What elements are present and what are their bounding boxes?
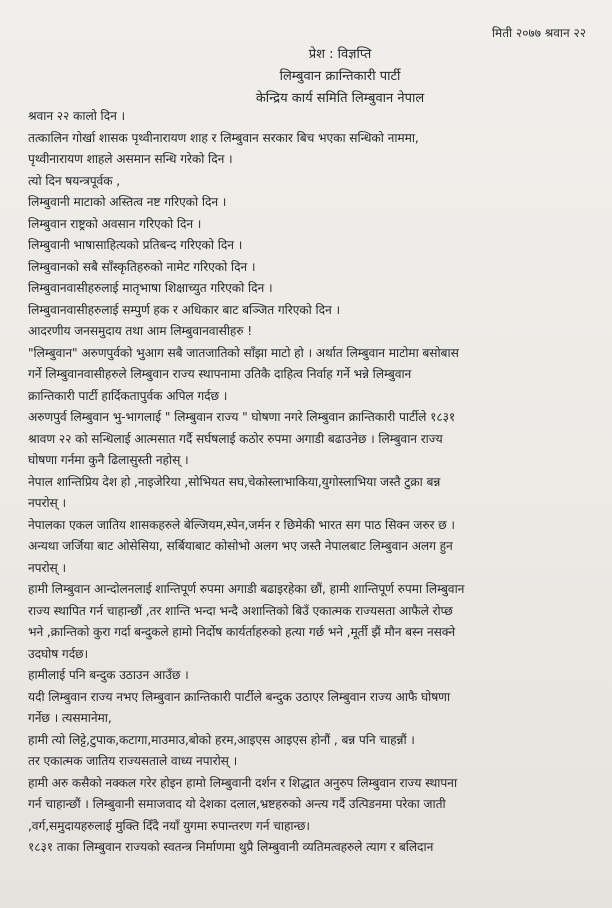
header-committee: केन्द्रिय कार्य समिति लिम्बुवान नेपाल — [255, 91, 425, 106]
body-text-line: पृथ्वीनारायण शाहले असमान सन्धि गरेको दिन । — [28, 152, 233, 166]
body-text-line: तर एकात्मक जातिय राज्यसताले वाध्य नपारोस् । — [28, 754, 238, 768]
body-text-line: गर्न चाहान्छौं । लिम्बुवानी समाजवाद यो देशका दलाल,भ्रष्टहरुको अन्त्य गर्दै उत्पिडनमा परेका जाती — [28, 797, 446, 811]
body-text-line: नेपाल शान्तिप्रिय देश हो ,नाइजेरिया ,सोभियत सघ,चेकोस्लाभाकिया,युगोस्लाभिया जस्तै टुक्रा बन्न — [28, 474, 441, 489]
body-text-line: लिम्बुवानवासीहरुलाई सम्पुर्ण हक र अधिकार बाट बञ्जित गरिएको दिन । — [28, 302, 340, 317]
body-text-line: घोषणा गर्नमा कुनै ढिलासुस्ती नहोस् । — [28, 453, 189, 467]
notice-header — [160, 44, 520, 110]
body-text-line: अरुणपुर्व लिम्बुवान भु-भागलाई " लिम्बुवान राज्य " घोषणा नगरे लिम्बुवान क्रान्तिकारी पार्टीले १८३१ — [28, 410, 456, 424]
body-text-line: श्रावण २२ को सन्धिलाई आत्मसात गर्दै सर्घषलाई कठोर रुपमा अगाडी बढाउनेछ । लिम्बुवान राज्य — [28, 431, 443, 446]
notice-body — [28, 106, 600, 859]
body-text-line: लिम्बुवानवासीहरुलाई मातृभाषा शिक्षाच्युत गरिएको दिन । — [28, 281, 273, 295]
body-text-line: ,वर्ग,समुदायहरुलाई मुक्ति दिँदै नयाँ युगमा रुपान्तरण गर्न चाहान्छ। — [28, 818, 310, 833]
body-text-line: त्यो दिन षयन्त्रपूर्वक , — [28, 173, 121, 188]
body-text-line: गर्ने लिम्बुवानवासीहरुले लिम्बुवान राज्य स्थापनामा उतिकै दाहित्व निर्वाह गर्ने भन्ने लिम्बुवान — [28, 367, 412, 381]
body-text-line: श्रवान २२ कालो दिन । — [28, 109, 126, 123]
body-text-line: लिम्बुवानी भाषासाहित्यको प्रतिबन्द गरिएको दिन । — [28, 238, 243, 252]
body-text-line: उदघोष गर्दछ। — [28, 646, 89, 661]
body-text-line: तत्कालिन गोर्खा शासक पृथ्वीनारायण शाह र लिम्बुवान सरकार बिच भएका सन्धिको नाममा, — [28, 130, 419, 145]
body-text-line: नपरोस् । — [28, 496, 66, 510]
body-text-line: भने ,क्रान्तिको कुरा गर्दा बन्दुकले हामो निर्दोष कार्यर्ताहरुको हत्या गर्छ भने ,मूर्ती झैं मौन बस्न नसक्ने — [28, 625, 456, 639]
header-title: प्रेश : विज्ञप्ति — [308, 47, 372, 62]
body-text-line: नपरोस् । — [28, 560, 66, 575]
body-text-line: हामी लिम्बुवान आन्दोलनलाई शान्तिपूर्ण रुपमा अगाडी बढाइरहेका छौं, हामी शान्तिपूर्ण रुपमा लिम्बुवान — [28, 582, 465, 596]
body-text-line: लिम्बुवानको सबै साँस्कृतिहरुको नामेट गरिएको दिन । — [28, 259, 256, 274]
body-text-line: नेपालका एकल जातिय शासकहरुले बेल्जियम,स्पेन,जर्मन र छिमेकी भारत सग पाठ सिक्न जरुर छ । — [28, 517, 455, 532]
body-text-line: हामी अरु कसैको नक्कल गरेर होइन हामो लिम्बुवानी दर्शन र शिद्धात अनुरुप लिम्बुवान राज्य स्थापना — [28, 775, 458, 790]
header-party-name: लिम्बुवान क्रान्तिकारी पार्टी — [279, 69, 401, 84]
body-text-line: राज्य स्थापित गर्न चाहान्छौं ,तर शान्ति भन्दा भन्दै अशान्तिको बिउँ एकात्मक राज्यसता आफैले रोप्छ — [28, 603, 453, 618]
body-text-line: गर्नेछ । त्यसमानेमा, — [28, 711, 112, 725]
body-text-line: हामी त्यो लिट्टे,टुपाक,कटागा,माउमाउ,बोको हरम,आइएस आइएस होनौं , बन्न पनि चाहन्नौं । — [28, 732, 415, 747]
body-text-line: क्रान्तिकारी पार्टी हार्दिकतापुर्वक अपिल गर्दछ । — [28, 388, 228, 403]
body-text-line: लिम्बुवान राष्ट्रको अवसान गरिएको दिन । — [28, 216, 202, 231]
body-text-line: यदी लिम्बुवान राज्य नभए लिम्बुवान क्रान्तिकारी पार्टीले बन्दुक उठाएर लिम्बुवान राज्य आफै घोषणा — [28, 689, 451, 704]
notice-date: मिती २०७७ श्रवान २२ — [491, 26, 586, 40]
body-text-line: आदरणीय जनसमुदाय तथा आम लिम्बुवानवासीहरु ! — [28, 324, 252, 338]
body-text-line: लिम्बुवानी माटाको अस्तित्व नष्ट गरिएको दिन । — [28, 195, 227, 209]
body-text-line: अन्यथा जर्जिया बाट ओसेसिया, सर्बियाबाट कोसोभो अलग भए जस्तै नेपालबाट लिम्बुवान अलग हुन — [28, 539, 453, 553]
body-text-line: १८३१ ताका लिम्बुवान राज्यको स्वतन्त्र निर्माणमा थुप्रै लिम्बुवानी व्यतिमत्वहरुले त्याग र बलिदान — [28, 840, 434, 854]
body-text-line: "लिम्बुवान" अरुणपुर्वको भुआग सबै जातजातिको साँझा माटो हो । अर्थात लिम्बुवान माटोमा बसोबास — [28, 345, 459, 360]
body-text-line: हामीलाई पनि बन्दुक उठाउन आउँछ । — [28, 668, 189, 682]
